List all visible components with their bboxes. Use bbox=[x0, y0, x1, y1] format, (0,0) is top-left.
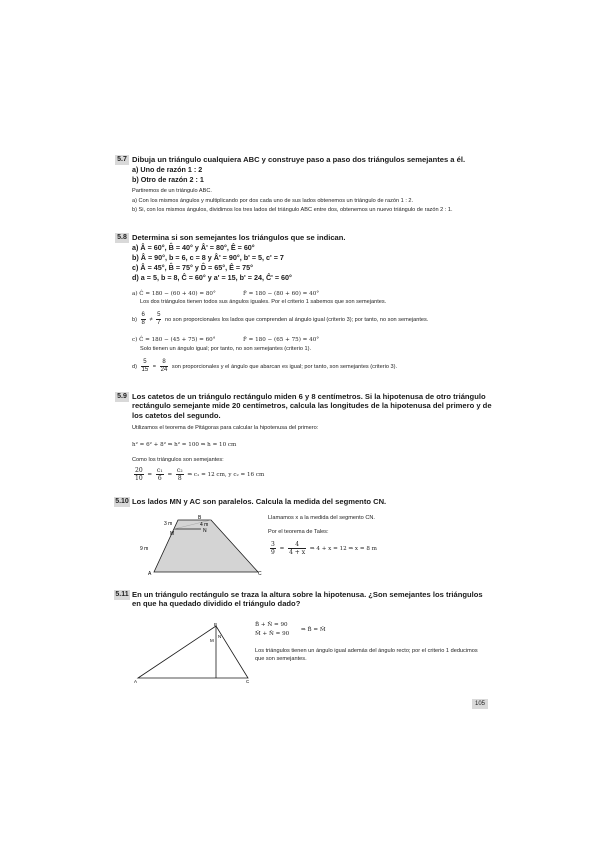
similar-triangles-figure bbox=[138, 512, 263, 576]
denominator: 24 bbox=[160, 367, 168, 373]
label-4m: 4 m bbox=[200, 522, 209, 528]
exercise-5-11-eq-2: M̂ + N̂ = 90 bbox=[255, 631, 290, 637]
outer-triangle bbox=[138, 626, 248, 678]
exercise-number-5-8: 5.8 bbox=[115, 233, 129, 243]
numerator: 5 bbox=[157, 312, 161, 318]
vertex-c: C bbox=[258, 571, 262, 576]
denominator: 8 bbox=[177, 475, 182, 482]
exercise-5-7-option-b: b) Otro de razón 2 : 1 bbox=[132, 175, 204, 184]
exercise-number-5-11: 5.11 bbox=[115, 591, 129, 598]
numerator: 20 bbox=[135, 467, 143, 474]
exercise-5-8-option-d: d) a = 5, b = 8, Ĉ = 60° y a' = 15, b' = 24, Ĉ' = 60° bbox=[132, 273, 292, 282]
exercise-5-7-answer-line: Partiremos de un triángulo ABC. bbox=[132, 188, 212, 194]
fraction-8-24 bbox=[160, 359, 169, 374]
exercise-5-9-answer-3: Como los triángulos son semejantes: bbox=[132, 457, 224, 463]
exercise-number-5-10: 5.10 bbox=[115, 498, 129, 505]
exercise-5-8-answer-c-1: c) Ĉ = 180 − (45 + 75) = 60° bbox=[132, 337, 216, 343]
answer-d-text: son proporcionales y el ángulo que abarcan es igual; por tanto, son semejantes (criterio 3). bbox=[171, 363, 398, 370]
numerator: 8 bbox=[160, 359, 169, 367]
vertex-m: M bbox=[170, 531, 175, 537]
vertex-b: B bbox=[214, 622, 218, 627]
denominator: 9 bbox=[271, 549, 275, 556]
numerator: 6 bbox=[141, 312, 145, 318]
exercise-5-8-answer-a-3: Los dos triángulos tienen todos sus ángulos iguales. Por el criterio 1 sabemos que son semejantes. bbox=[140, 299, 387, 305]
exercise-5-8-answer-c-3: Solo tienen un ángulo igual; por tanto, no son semejantes (criterio 1). bbox=[140, 346, 312, 352]
exercise-5-10-answer-1: Llamamos x a la medida del segmento CN. bbox=[268, 515, 375, 521]
exercise-5-9-answer-2: h² = 6² + 8² ⇒ h² = 100 ⇒ h = 10 cm bbox=[132, 442, 237, 448]
fraction-5-7 bbox=[156, 312, 161, 327]
exercise-5-8-answer-d bbox=[132, 359, 502, 374]
numerator: 3 bbox=[271, 541, 275, 548]
numerator: c₂ bbox=[176, 467, 183, 474]
exercise-5-8-option-b: b) Â = 90°, b = 6, c = 8 y Â' = 90°, b' = 5, c' = 7 bbox=[132, 253, 284, 262]
exercise-5-7-answer-a: a) Con los mismos ángulos y multiplicando por dos cada uno de sus lados obtenemos un triángulo de razón 1 : 2. bbox=[132, 198, 414, 204]
equal-sign: = bbox=[279, 546, 285, 552]
vertex-m: M bbox=[210, 638, 214, 643]
exercise-5-11-question: En un triángulo rectángulo se traza la altura sobre la hipotenusa. ¿Son semejantes los triángulos en que ha quedado dividido el triángulo dado? bbox=[132, 590, 483, 609]
label-3m: 3 m bbox=[164, 521, 173, 527]
equal-sign: = bbox=[152, 363, 157, 370]
fraction-3-9 bbox=[270, 541, 276, 556]
vertex-n: N bbox=[203, 528, 207, 534]
exercise-5-8-option-a: a) Â = 60°, B̂ = 40° y Â' = 80°, Ê = 60° bbox=[132, 243, 255, 252]
answer-b-text: no son proporcionales los lados que comprenden al ángulo igual (criterio 3); por tanto, no son semejantes. bbox=[165, 316, 429, 323]
denominator: 7 bbox=[157, 320, 161, 326]
exercise-5-8-option-c: c) Â = 45°, B̂ = 75° y D̂ = 65°, Ê = 75° bbox=[132, 263, 253, 272]
exercise-5-7-option-a: a) Uno de razón 1 : 2 bbox=[132, 165, 203, 174]
exercise-5-11-eq-3: ⇒ B̂ = M̂ bbox=[301, 627, 326, 633]
right-triangle-height-figure bbox=[132, 620, 257, 684]
numerator: 4 bbox=[288, 541, 306, 549]
denominator: 6 bbox=[157, 475, 162, 482]
fraction-c2-8 bbox=[176, 467, 184, 482]
answer-b-label: b) bbox=[132, 316, 137, 323]
exercise-number-5-9: 5.9 bbox=[115, 392, 129, 402]
vertex-c: C bbox=[246, 679, 250, 684]
exercise-5-7-answer-b: b) Si, con los mismos ángulos, dividimos los tres lados del triángulo ABC entre dos, obtenemos un nuevo triángulo de razón 2 : 1. bbox=[132, 207, 453, 213]
label-9m: 9 m bbox=[140, 546, 149, 552]
answer-d-label: d) bbox=[132, 363, 137, 370]
vertex-n: N bbox=[218, 634, 222, 639]
exercise-5-11-eq-1: B̂ + N̂ = 90 bbox=[255, 622, 288, 628]
result: ⇒ c₁ = 12 cm, y c₂ = 16 cm bbox=[187, 472, 265, 478]
exercise-5-8-question: Determina si son semejantes los triángulos que se indican. bbox=[132, 233, 346, 242]
fraction-6-8 bbox=[141, 312, 146, 327]
denominator: 15 bbox=[141, 367, 149, 373]
exercise-5-10-answer-2: Por el teorema de Tales: bbox=[268, 529, 329, 535]
fraction-4-4x bbox=[288, 541, 306, 556]
exercise-5-11-answer: Los triángulos tienen un ángulo igual además del ángulo recto; por el criterio 1 deducimos que son semejantes. bbox=[255, 648, 478, 662]
vertex-a: A bbox=[134, 679, 138, 684]
fraction-5-15 bbox=[141, 359, 150, 374]
exercise-5-9-answer-1: Utilizamos el teorema de Pitágoras para calcular la hipotenusa del primero: bbox=[132, 425, 319, 431]
denominator: 4 + x bbox=[289, 549, 306, 556]
result: ⇒ 4 + x = 12 ⇒ x = 8 m bbox=[309, 546, 377, 552]
numerator: 5 bbox=[141, 359, 150, 367]
numerator: c₁ bbox=[156, 467, 163, 474]
exercise-5-8-answer-a-2: F̂ = 180 − (80 + 60) = 40° bbox=[243, 291, 320, 297]
denominator: 10 bbox=[135, 475, 143, 482]
fraction-20-10 bbox=[134, 467, 144, 482]
exercise-5-8-answer-c-2: F̂ = 180 − (65 + 75) = 40° bbox=[243, 337, 320, 343]
exercise-5-9-answer-4 bbox=[132, 467, 492, 482]
denominator: 8 bbox=[141, 320, 145, 326]
exercise-5-10-question: Los lados MN y AC son paralelos. Calcula la medida del segmento CN. bbox=[132, 497, 387, 506]
page-number: 105 bbox=[472, 699, 488, 709]
exercise-5-7-question: Dibuja un triángulo cualquiera ABC y construye paso a paso dos triángulos semejantes a él. bbox=[132, 155, 466, 164]
exercise-5-10-answer-3 bbox=[268, 541, 468, 556]
equal-sign: = bbox=[147, 472, 153, 478]
fraction-c1-6 bbox=[156, 467, 164, 482]
not-equal-sign: ≠ bbox=[149, 316, 153, 323]
exercise-number-5-7: 5.7 bbox=[115, 155, 129, 165]
vertex-a: A bbox=[148, 571, 152, 576]
exercise-5-8-answer-b bbox=[132, 312, 502, 327]
exercise-5-8-answer-a-1: a) Ĉ = 180 − (60 + 40) = 80° bbox=[132, 291, 216, 297]
exercise-5-9-question: Los catetos de un triángulo rectángulo miden 6 y 8 centímetros. Si la hipotenusa de otro triángulo rectángulo semejante mide 20 centímetros, calcula las longitudes de la hipotenusa del primero y de los catetos del segundo. bbox=[132, 392, 492, 420]
equal-sign: = bbox=[167, 472, 173, 478]
vertex-b: B bbox=[198, 515, 202, 521]
